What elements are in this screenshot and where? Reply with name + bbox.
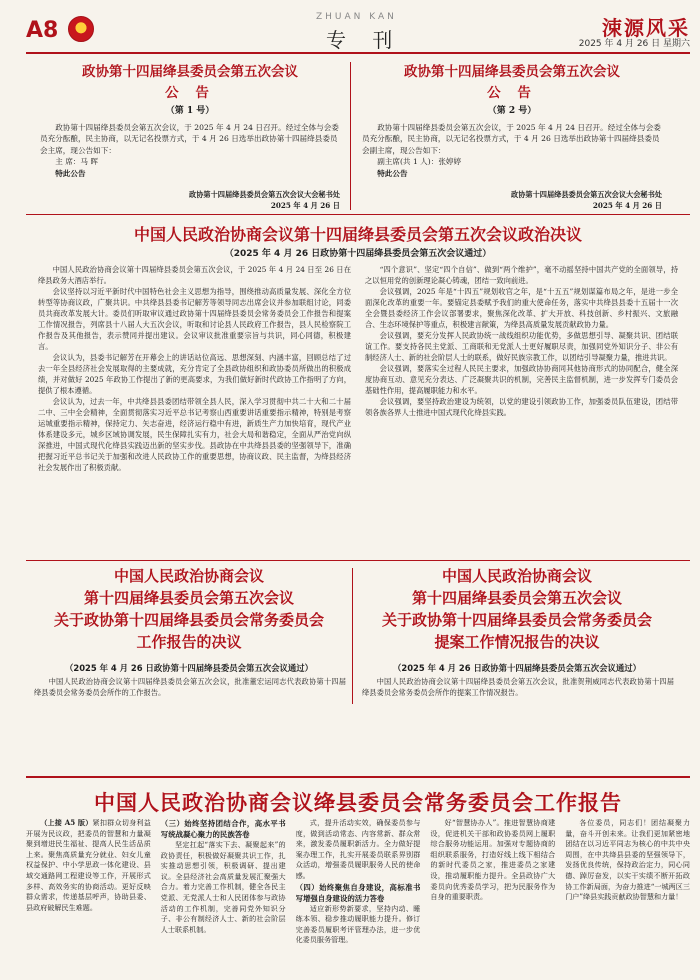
cppcc-emblem-icon [68,16,94,42]
resolution-title-line: 关于政协第十四届绛县委员会常务委员会 [53,611,324,629]
announcement-line: 特此公告 [377,168,408,178]
resolution-columns [38,264,678,556]
resolution-paragraph: 会议强调，要坚持政治建设为统领，以党的建设引领政协工作，加强委员队伍建设，团结带领各族各界人士推进中国式现代化绛县实践。 [365,397,678,417]
report-columns [26,818,690,968]
announcement-line: 特此公告 [55,168,86,178]
report-column-3 [296,818,421,968]
column-divider [350,62,351,210]
resolution-subtitle: （2025 年 4 月 26 日政协第十四届绛县委员会第五次会议通过） [393,663,641,673]
resolution-title-line: 第十四届绛县委员会第五次会议 [83,589,294,607]
announcement-line: 主 席：马 晖 [55,157,98,167]
announcement-body: 政协第十四届绛县委员会第五次会议，于 2025 年 4 月 24 日召开。经过全体与会委员充分酝酿，民主协商，以无记名投票方式，于 4 月 26 日选举出政协第十四届绛县委员会副主席，现公告如下： [362,123,661,155]
section-rule [26,214,690,215]
announcement-signature: 政协第十四届绛县委员会第五次会议大会秘书处 [189,190,340,200]
report-column-5 [565,818,690,968]
masthead [26,12,690,52]
announcement-line: 副主席(共 1 人)：张婷婷 [377,157,462,167]
resolution-title-line: 工作报告的决议 [136,633,242,651]
announcement-number: （第 2 号） [487,106,537,116]
report-column-1 [26,818,151,968]
resolution-paragraph: 会议强调，要充分发挥人民政协统一战线组织功能优势，多做思想引导、凝聚共识、团结联谊工作。要支持各民主党派、工商联和无党派人士更好履职尽责，加强同党外知识分子、非公有制经济人士、新的社会阶层人士的联系，做好民族宗教工作，以团结引导凝聚力量，推进共识。 [365,331,678,362]
announcement-number: （第 1 号） [165,106,215,116]
resolution-title-line: 中国人民政治协商会议 [113,567,264,585]
resolution-column-left [38,264,351,556]
announcement-heading: 公 告 [165,85,215,101]
announcement-heading: 公 告 [487,85,537,101]
announcement-date: 2025 年 4 月 26 日 [592,201,662,211]
resolution-body: 中国人民政治协商会议第十四届绛县委员会第五次会议，批准董宏运同志代表政协第十四届绛县委员会常务委员会所作的工作报告。 [34,677,346,697]
resolution-title-line: 关于政协第十四届绛县委员会常务委员会 [381,611,652,629]
continued-marker: （上接 A5 版） [40,818,93,827]
issue-date: 2025 年 4 月 26 日 星期六 [578,39,690,49]
resolution-title: 中国人民政治协商会议第十四届绛县委员会第五次会议政治决议 [133,225,582,244]
announcement-1 [40,62,340,212]
section-pinyin: ZHUAN KAN [316,12,397,22]
section-rule [26,776,690,778]
section-rule [26,560,690,561]
announcement-title: 政协第十四届绛县委员会第五次会议 [82,64,298,80]
header-rule [26,52,690,54]
report-text: 紧扣群众切身利益开展为民议政，把委员的智慧和力量凝聚到增进民生福祉、提高人民生活品质上来。聚焦高质量充分就业、妇女儿童权益保护、中小学思政一体化建设、县域交通路网工程建设等工作，开展形式多样、高效务实的协商活动。更好反映群众需求，传递基层呼声，协助县委、县政府破解民生难题。 [26,818,151,912]
paper-name: 涑源风采 [602,16,690,40]
page-number: A8 [26,18,59,43]
resolution-subtitle: （2025 年 4 月 26 日政协第十四届绛县委员会第五次会议通过） [65,663,313,673]
report-text: 适应新形势新要求，坚持内动、睡练本领、稳步推动履职能力提升。修订完善委员履职考评管理办法，进一步优化委员服务管理。 [295,903,421,945]
report-title: 中国人民政治协商会议绛县委员会常务委员会工作报告 [94,790,622,815]
resolution-title-line: 中国人民政治协商会议 [441,567,592,585]
resolution-paragraph: 会议坚持以习近平新时代中国特色社会主义思想为指导，围绕推动高质量发展、深化全方位转型等协商议政，广聚共识。中共绛县县委书记解芳等领导同志出席会议并参加联组讨论，同委员共商改革发展大计。委员们听取审议通过政协第十四届绛县委员会常务委员会工作报告和提案工作情况报告，列席县十八届人大五次会议，听取和讨论县人民政府工作报告，县人民检察院工作报告及其他报告，表示赞同并提出建议。会议审议批准重要宗旨与共识，同心同德，积极建言。 [38,287,351,351]
column-divider [352,568,353,704]
report-column-4 [430,818,555,968]
resolution-title-line: 提案工作情况报告的决议 [434,633,600,651]
announcement-date: 2025 年 4 月 26 日 [270,201,340,211]
report-text: 坚定扛起“落实下去、凝聚起来”的政协责任，积极做好凝聚共识工作，扎实推动思想引领，积极调研、提出建议。全县经济社会高质量发展汇聚强大合力。着力完善工作机制，健全各民主党派、无党派人士和人民团体参与政协活动的工作机制，完善同党外知识分子、非公有制经济人士、新的社会阶层人士联系机制。 [160,840,286,934]
resolution-title-line: 第十四届绛县委员会第五次会议 [411,589,622,607]
resolution-body: 中国人民政治协商会议第十四届绛县委员会第五次会议，批准贺荆威同志代表政协第十四届绛县委员会常务委员会所作的提案工作情况报告。 [362,677,674,697]
section-title: 专 刊 [326,28,403,52]
resolution-paragraph: “四个意识”、坚定“四个自信”、做到“两个维护”，毫不动摇坚持中国共产党的全面领导，持之以恒用党的创新理论凝心铸魂，团结一致向前进。 [365,265,678,285]
announcement-body: 政协第十四届绛县委员会第五次会议，于 2025 年 4 月 24 日召开。经过全体与会委员充分酝酿，民主协商，以无记名投票方式，于 4 月 26 日选举出政协第十四届绛县委员会主席，现公告如下： [40,123,339,155]
resolution-paragraph: 中国人民政治协商会议第十四届绛县委员会第五次会议，于 2025 年 4 月 24 日至 26 日在绛县政务大酒店举行。 [38,265,351,285]
report-column-2 [161,818,286,968]
announcement-title: 政协第十四届绛县委员会第五次会议 [404,64,620,80]
resolution-paragraph: 会议强调，要落实全过程人民民主要求，加强政协协商同其他协商形式的协同配合，健全深度协商互动、意见充分表达、广泛凝聚共识的机制，完善民主监督机制，进一步发挥专门委员会基础性作用，提高履职能力和水平。 [365,364,678,395]
resolution-subtitle: （2025 年 4 月 26 日政协第十四届绛县委员会第五次会议通过） [224,249,492,259]
resolution-paragraph: 会议强调，2025 年是“十四五”规划收官之年，是“十五五”规划谋篇布局之年，是进一步全面深化改革的重要一年。要锚定县委赋予我们的重大使命任务，落实中共绛县县委十五届十一次全会暨县委经济工作会议部署要求，聚焦深化改革、扩大开放、科技创新、乡村振兴、文旅融合、生态环境保护等重点，积极建言献策，为绛县高质量发展贡献政协力量。 [365,287,678,329]
report-text: 式，提升活动实效，确保委员参与度，做到活动常态、内容常新、群众常来，激发委员履职新活力。全力做好提案办理工作，扎实开展委员联系界别群众活动，增强委员履职服务人民的使命感。 [295,818,421,880]
report-section-heading: （四）始终聚焦自身建设，高标准书写增强自身建设的活力答卷 [295,882,421,903]
announcement-signature: 政协第十四届绛县委员会第五次会议大会秘书处 [511,190,662,200]
announcement-2 [362,62,662,212]
resolution-paragraph: 会议认为，过去一年，中共绛县县委团结带领全县人民，深入学习贯彻中共二十大和二十届二中、三中全会精神，全面贯彻落实习近平总书记考察山西重要讲话重要指示精神，特别是考察运城重要指示精神，保持定力、矢志奋进，经济运行稳中有进，新质生产力加快培育，现代产业体系建设多元，城乡区域协调发展，民生保障扎实有力，社会大局和谐稳定，全面从严治党向纵深推进，中国式现代化绛县实践迈出新的坚实步伐。县政协在中共绛县县委的坚强领导下，准确把握习近平总书记关于加强和改进人民政协工作的重要思想，协商议政、民主监督，为绛县经济社会发展作出了积极贡献。 [38,397,351,472]
report-text: 好“智慧协办人”。推进智慧协商建设，促进机关干部和政协委员网上履职综合服务功能运用。加强对专题协商的组织联系服务，打造好线上线下相结合的新时代委员之家，推进委员之家建设，推动履职能力提升。全县政协广大委员向优秀委员学习，把为民服务作为自身的重要职责。 [430,818,556,902]
report-section-heading: （三）始终坚持团结合作，高水平书写统战凝心聚力的民族答卷 [160,819,286,839]
resolution-column-right [365,264,678,556]
resolution-paragraph: 会议认为，县委书记解芳在开幕会上的讲话站位高远、思想深刻、内涵丰富，回顾总结了过去一年全县经济社会发展取得的主要成就，充分肯定了全县政协组织和政协委员所做出的积极成绩，并对做好 2025 年政协工作提出了新的更高要求，为我们做好新时代政协工作指明了方向，提供了根本遵循。 [38,353,351,395]
report-text: 各位委员，同志们！团结凝聚力量，奋斗开创未来。让我们更加紧密地团结在以习近平同志为核心的中共中央周围，在中共绛县县委的坚强领导下，发扬优良传统，保持政治定力，同心同德、踔厉奋发，以实干实绩不断开拓政协工作新局面，为奋力推进“一城两区三门户”绛县实践贡献政协智慧和力量！ [565,818,690,902]
